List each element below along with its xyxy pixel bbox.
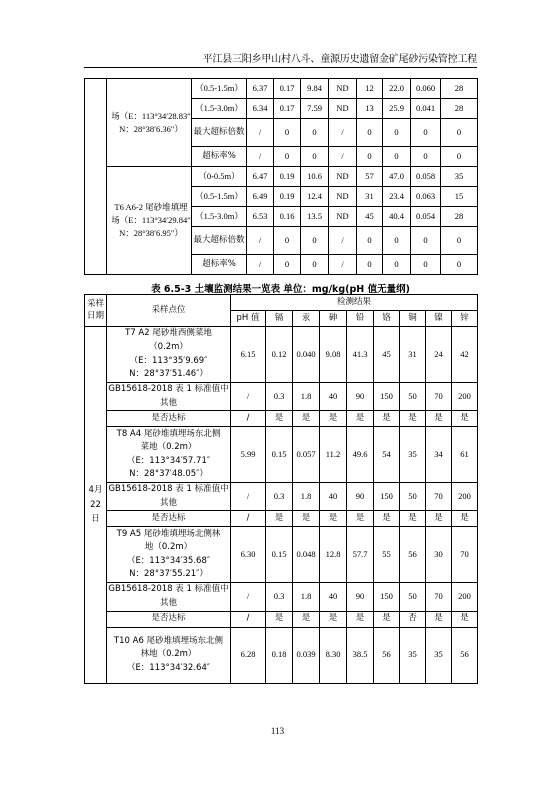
value-cell: 0	[441, 147, 478, 167]
value-cell: 0.040	[293, 327, 320, 383]
value-cell: 45	[357, 207, 383, 227]
value-cell: 31	[357, 187, 383, 207]
standard-value: 50	[400, 583, 426, 611]
date-line: 日	[91, 514, 100, 524]
sampling-site	[107, 327, 231, 383]
value-cell: 6.30	[231, 527, 266, 583]
standard-value: 150	[374, 483, 400, 511]
value-cell: 0.15	[266, 527, 293, 583]
value-cell: 41.3	[347, 327, 374, 383]
compliance-value: 是	[452, 411, 478, 427]
value-cell: 0	[383, 227, 411, 255]
site-line: （E：113°34′35.68″	[126, 555, 211, 566]
compliance-value: 是	[452, 611, 478, 627]
column-header: 砷	[320, 311, 347, 327]
site-line: 场（E：113°34′28.83″	[111, 110, 191, 121]
value-cell: 24	[426, 327, 452, 383]
site-line: N：28°37′48.05″）	[129, 469, 208, 480]
value-cell: 0	[357, 147, 383, 167]
value-cell: 23.4	[383, 187, 411, 207]
value-cell: 0.18	[266, 627, 293, 683]
column-header: 镍	[426, 311, 452, 327]
value-cell: 0	[411, 147, 441, 167]
standard-label: GB15618-2018 表 1 标准值中其他	[107, 583, 231, 611]
standard-row	[85, 483, 478, 511]
value-cell: 0	[274, 147, 301, 167]
compliance-value: 是	[400, 511, 426, 527]
site-line: 地（0.2m）	[144, 542, 193, 553]
compliance-value: 是	[426, 611, 452, 627]
standard-row	[85, 583, 478, 611]
value-cell: 12	[357, 79, 383, 99]
standard-value: 150	[374, 583, 400, 611]
date-line: 4月	[88, 485, 103, 496]
sampling-date	[85, 327, 107, 684]
table-row	[85, 167, 478, 187]
value-cell: 25.9	[383, 99, 411, 119]
value-cell: 6.53	[247, 207, 274, 227]
value-cell: /	[247, 119, 274, 147]
value-cell: 35	[400, 427, 426, 483]
standard-value: 0.3	[266, 383, 293, 411]
date-cell-blank	[85, 79, 107, 275]
value-cell: 0.15	[266, 427, 293, 483]
row-label: （0.5-1.5m）	[192, 187, 247, 207]
value-cell: /	[247, 147, 274, 167]
value-cell: 0	[411, 119, 441, 147]
compliance-value: 是	[426, 411, 452, 427]
site-line: 场（E：113°34′29.84″	[111, 215, 191, 226]
value-cell: 0	[441, 255, 478, 275]
column-header: 镉	[266, 311, 293, 327]
compliance-value: 是	[293, 511, 320, 527]
value-cell: 0	[357, 227, 383, 255]
value-cell: /	[247, 255, 274, 275]
site-line: 林地（0.2m）	[140, 649, 197, 660]
value-cell: 42	[452, 327, 478, 383]
value-cell: 54	[374, 427, 400, 483]
value-cell: 6.28	[231, 627, 266, 683]
value-cell: 9.84	[301, 79, 329, 99]
value-cell: 0.12	[266, 327, 293, 383]
compliance-row	[85, 511, 478, 527]
compliance-value: 是	[374, 611, 400, 627]
value-cell: 38.5	[347, 627, 374, 683]
value-cell: 35	[400, 627, 426, 683]
column-header: 锌	[452, 311, 478, 327]
value-cell: ND	[329, 79, 357, 99]
compliance-row	[85, 611, 478, 627]
value-cell: 30	[426, 527, 452, 583]
value-cell: 11.2	[320, 427, 347, 483]
column-header: 铬	[374, 311, 400, 327]
value-cell: 0	[274, 255, 301, 275]
site-cell-t5	[107, 79, 192, 167]
value-cell: 0	[411, 255, 441, 275]
value-cell: 5.99	[231, 427, 266, 483]
standard-value: 70	[426, 583, 452, 611]
column-header: 铜	[400, 311, 426, 327]
standard-value: 90	[347, 383, 374, 411]
site-cell-t6	[107, 167, 192, 275]
compliance-label: 是否达标	[107, 511, 231, 527]
value-cell: 0.19	[274, 167, 301, 187]
site-line: N：28°37′51.46″）	[129, 369, 208, 380]
compliance-value: /	[231, 511, 266, 527]
value-cell: 0.054	[411, 207, 441, 227]
header-date: 采样日期	[85, 295, 107, 327]
value-cell: /	[329, 227, 357, 255]
standard-value: 1.8	[293, 583, 320, 611]
value-cell: 45	[374, 327, 400, 383]
column-header: pH 值	[231, 311, 266, 327]
row-label: 最大超标倍数	[192, 119, 247, 147]
row-label: 超标率%	[192, 147, 247, 167]
compliance-value: /	[231, 611, 266, 627]
value-cell: 7.59	[301, 99, 329, 119]
value-cell: ND	[329, 167, 357, 187]
value-cell: 0.048	[293, 527, 320, 583]
value-cell: 10.6	[301, 167, 329, 187]
value-cell: ND	[329, 207, 357, 227]
standard-value: 200	[452, 583, 478, 611]
value-cell: 0.041	[411, 99, 441, 119]
page-number: 113	[270, 726, 285, 736]
site-line: （E：113°35′9.69″	[129, 355, 208, 366]
standard-value: /	[231, 383, 266, 411]
standard-value: 1.8	[293, 483, 320, 511]
compliance-value: 是	[320, 411, 347, 427]
value-cell: 0.060	[411, 79, 441, 99]
value-cell: 61	[452, 427, 478, 483]
standard-value: /	[231, 483, 266, 511]
compliance-value: /	[231, 411, 266, 427]
compliance-value: 是	[266, 511, 293, 527]
standard-value: 50	[400, 383, 426, 411]
value-cell: 13.5	[301, 207, 329, 227]
standard-value: 40	[320, 383, 347, 411]
value-cell: 0.039	[293, 627, 320, 683]
compliance-value: 是	[374, 411, 400, 427]
value-cell: 6.37	[247, 79, 274, 99]
standard-value: 200	[452, 483, 478, 511]
standard-value: 0.3	[266, 583, 293, 611]
site-line: N：28°38′6.36″）	[119, 123, 183, 134]
site-line: T10 A6 尾砂堆填埋场东北侧	[113, 635, 224, 646]
value-cell: 12.4	[301, 187, 329, 207]
value-cell: /	[329, 255, 357, 275]
row-label: （0.5-1.5m）	[192, 79, 247, 99]
row-label: （0-0.5m）	[192, 167, 247, 187]
compliance-value: 是	[293, 411, 320, 427]
header-rule	[84, 67, 477, 68]
compliance-value: 是	[320, 611, 347, 627]
site-line: N：28°38′6.95″）	[119, 227, 183, 238]
compliance-value: 是	[347, 511, 374, 527]
header-site: 采样点位	[107, 295, 231, 327]
standard-label: GB15618-2018 表 1 标准值中其他	[107, 483, 231, 511]
value-cell: 56	[452, 627, 478, 683]
value-cell: 12.8	[320, 527, 347, 583]
value-cell: 0	[357, 119, 383, 147]
value-cell: 55	[374, 527, 400, 583]
site-line: T7 A2 尾砂堆西侧菜地	[125, 328, 212, 339]
value-cell: 6.15	[231, 327, 266, 383]
standard-value: 50	[400, 483, 426, 511]
value-cell: ND	[329, 99, 357, 119]
site-line: T9 A5 尾砂堆填埋场北侧林	[116, 528, 221, 539]
standard-value: 200	[452, 383, 478, 411]
compliance-value: 否	[400, 611, 426, 627]
standard-value: 150	[374, 383, 400, 411]
value-cell: /	[329, 147, 357, 167]
soil-results-table-continued	[84, 78, 478, 275]
standard-value: 1.8	[293, 383, 320, 411]
value-cell: 0	[383, 255, 411, 275]
value-cell: 0	[301, 147, 329, 167]
site-line: （E：113°34′32.64″	[126, 662, 211, 673]
site-line: T8 A4 尾砂堆填埋场东北侧	[116, 428, 221, 439]
value-cell: 6.49	[247, 187, 274, 207]
compliance-value: 是	[426, 511, 452, 527]
value-cell: 28	[441, 99, 478, 119]
value-cell: 13	[357, 99, 383, 119]
compliance-value: 是	[266, 411, 293, 427]
standard-value: 90	[347, 483, 374, 511]
compliance-value: 是	[374, 511, 400, 527]
date-line: 22	[90, 499, 101, 510]
value-cell: 0	[274, 227, 301, 255]
compliance-row	[85, 411, 478, 427]
value-cell: ND	[329, 187, 357, 207]
compliance-value: 是	[266, 611, 293, 627]
row-label: 超标率%	[192, 255, 247, 275]
compliance-value: 是	[293, 611, 320, 627]
value-cell: 49.6	[347, 427, 374, 483]
standard-value: /	[231, 583, 266, 611]
value-cell: 28	[441, 207, 478, 227]
table-row	[85, 79, 478, 99]
value-cell: 56	[374, 627, 400, 683]
sampling-site	[107, 627, 231, 683]
value-cell: 0	[274, 119, 301, 147]
row-label: （1.5-3.0m）	[192, 99, 247, 119]
value-cell: 0	[383, 147, 411, 167]
value-cell: 35	[426, 627, 452, 683]
compliance-value: 是	[452, 511, 478, 527]
value-cell: 0.17	[274, 99, 301, 119]
value-cell: 47.0	[383, 167, 411, 187]
page-header-title: 平江县三阳乡甲山村八斗、童源历史遗留金矿尾砂污染管控工程	[202, 54, 477, 65]
value-cell: 0.063	[411, 187, 441, 207]
standard-value: 70	[426, 483, 452, 511]
table-row	[85, 527, 478, 583]
compliance-value: 是	[400, 411, 426, 427]
site-line: （E：113°34′57.71″	[126, 455, 211, 466]
value-cell: 0.058	[411, 167, 441, 187]
header-results: 检测结果	[231, 295, 478, 311]
header-row	[85, 295, 478, 311]
value-cell: 0	[301, 119, 329, 147]
value-cell: 0	[383, 119, 411, 147]
value-cell: 0.19	[274, 187, 301, 207]
value-cell: 56	[400, 527, 426, 583]
value-cell: 22.0	[383, 79, 411, 99]
value-cell: 0	[301, 255, 329, 275]
table-row	[85, 327, 478, 383]
site-line: N：28°37′55.21″）	[129, 569, 208, 580]
value-cell: 35	[441, 167, 478, 187]
value-cell: 9.08	[320, 327, 347, 383]
value-cell: 15	[441, 187, 478, 207]
compliance-value: 是	[347, 411, 374, 427]
compliance-value: 是	[320, 511, 347, 527]
site-line: 菜地（0.2m）	[140, 442, 197, 453]
standard-value: 40	[320, 583, 347, 611]
standard-value: 90	[347, 583, 374, 611]
value-cell: 6.34	[247, 99, 274, 119]
table-row	[85, 627, 478, 683]
row-label: 最大超标倍数	[192, 227, 247, 255]
site-line: T6 A6-2 尾砂堆填埋	[114, 202, 188, 213]
standard-value: 40	[320, 483, 347, 511]
sampling-site	[107, 427, 231, 483]
value-cell: 0	[411, 227, 441, 255]
value-cell: 0.16	[274, 207, 301, 227]
table-caption: 表 6.5-3 土壤监测结果一览表 单位：mg/kg(pH 值无量纲)	[151, 284, 410, 295]
table-row	[85, 427, 478, 483]
row-label: （1.5-3.0m）	[192, 207, 247, 227]
value-cell: 0	[441, 119, 478, 147]
compliance-label: 是否达标	[107, 611, 231, 627]
value-cell: 0	[441, 227, 478, 255]
value-cell: 8.30	[320, 627, 347, 683]
value-cell: 6.47	[247, 167, 274, 187]
value-cell: 0	[301, 227, 329, 255]
value-cell: 0.057	[293, 427, 320, 483]
standard-value: 0.3	[266, 483, 293, 511]
standard-value: 70	[426, 383, 452, 411]
value-cell: 57.7	[347, 527, 374, 583]
standard-row	[85, 383, 478, 411]
sampling-site	[107, 527, 231, 583]
value-cell: 34	[426, 427, 452, 483]
value-cell: 0.17	[274, 79, 301, 99]
column-header: 汞	[293, 311, 320, 327]
value-cell: 28	[441, 79, 478, 99]
site-line: （0.2m）	[149, 341, 188, 352]
soil-monitoring-results-table	[84, 294, 478, 684]
value-cell: 31	[400, 327, 426, 383]
compliance-label: 是否达标	[107, 411, 231, 427]
column-header: 铅	[347, 311, 374, 327]
value-cell: /	[329, 119, 357, 147]
value-cell: 0	[357, 255, 383, 275]
value-cell: /	[247, 227, 274, 255]
value-cell: 57	[357, 167, 383, 187]
value-cell: 70	[452, 527, 478, 583]
compliance-value: 是	[347, 611, 374, 627]
value-cell: 40.4	[383, 207, 411, 227]
standard-label: GB15618-2018 表 1 标准值中其他	[107, 383, 231, 411]
